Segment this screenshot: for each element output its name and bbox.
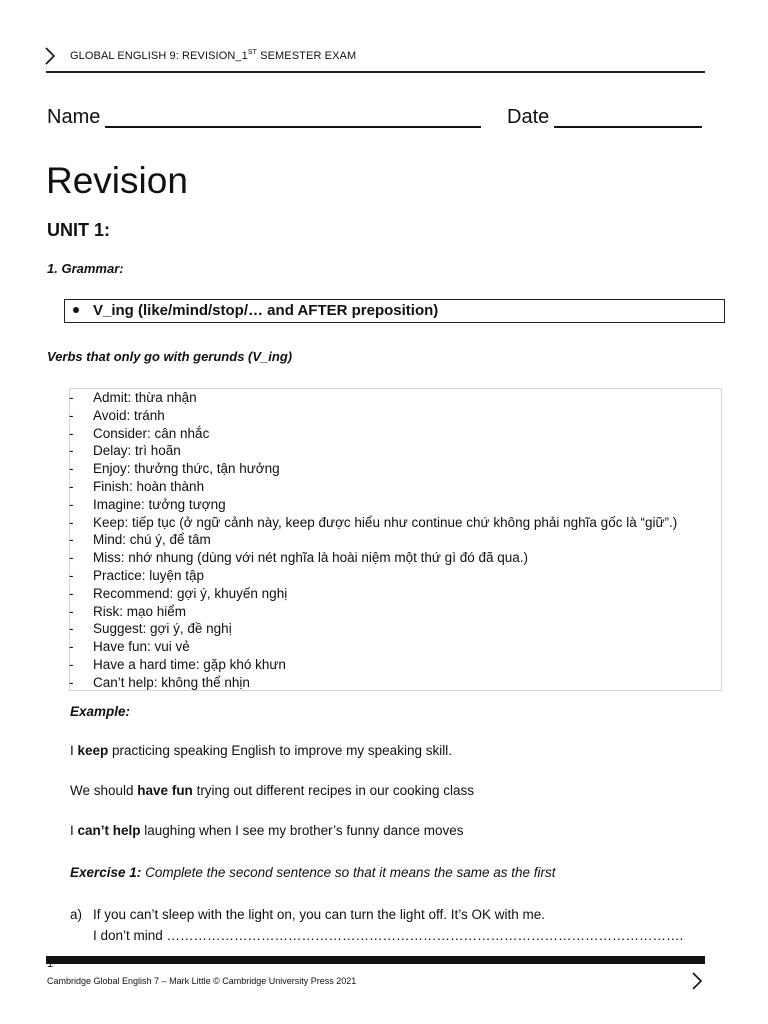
- example-sentence: I can’t help laughing when I see my brother’s funny dance moves: [70, 823, 464, 838]
- topic-text: V_ing (like/mind/stop/… and AFTER preposition): [93, 302, 439, 319]
- bullet-icon: [73, 307, 79, 313]
- chevron-right-icon: [691, 971, 703, 991]
- footer-rule: [46, 956, 705, 964]
- unit-heading: UNIT 1:: [47, 220, 110, 240]
- grammar-heading: 1. Grammar:: [47, 261, 124, 276]
- name-field-line: [105, 126, 481, 128]
- page-title: Revision: [46, 160, 188, 201]
- date-label: Date: [507, 106, 550, 128]
- name-label: Name: [47, 106, 101, 128]
- verbs-heading: Verbs that only go with gerunds (V_ing): [47, 349, 293, 364]
- answer-line: I don’t mind …………………………………………………………………………………………………….: [93, 928, 684, 943]
- footer-text: Cambridge Global English 7 – Mark Little © Cambridge University Press 2021: [47, 976, 357, 986]
- header-title: GLOBAL ENGLISH 9: REVISION_1ST SEMESTER EXAM: [70, 49, 357, 62]
- example-sentence: We should have fun trying out different recipes in our cooking class: [70, 783, 474, 798]
- example-sentence: I keep practicing speaking English to improve my speaking skill.: [70, 743, 452, 758]
- question-text: If you can’t sleep with the light on, you can turn the light off. It’s OK with me.: [93, 907, 545, 922]
- page-number: 1: [47, 958, 54, 970]
- date-field-line: [554, 126, 702, 128]
- chevron-right-icon: [44, 46, 56, 66]
- example-heading: Example:: [70, 704, 131, 719]
- exercise-instruction: Exercise 1: Complete the second sentence so that it means the same as the first: [70, 865, 556, 880]
- header-rule: [46, 71, 705, 73]
- question-letter: a): [70, 907, 83, 922]
